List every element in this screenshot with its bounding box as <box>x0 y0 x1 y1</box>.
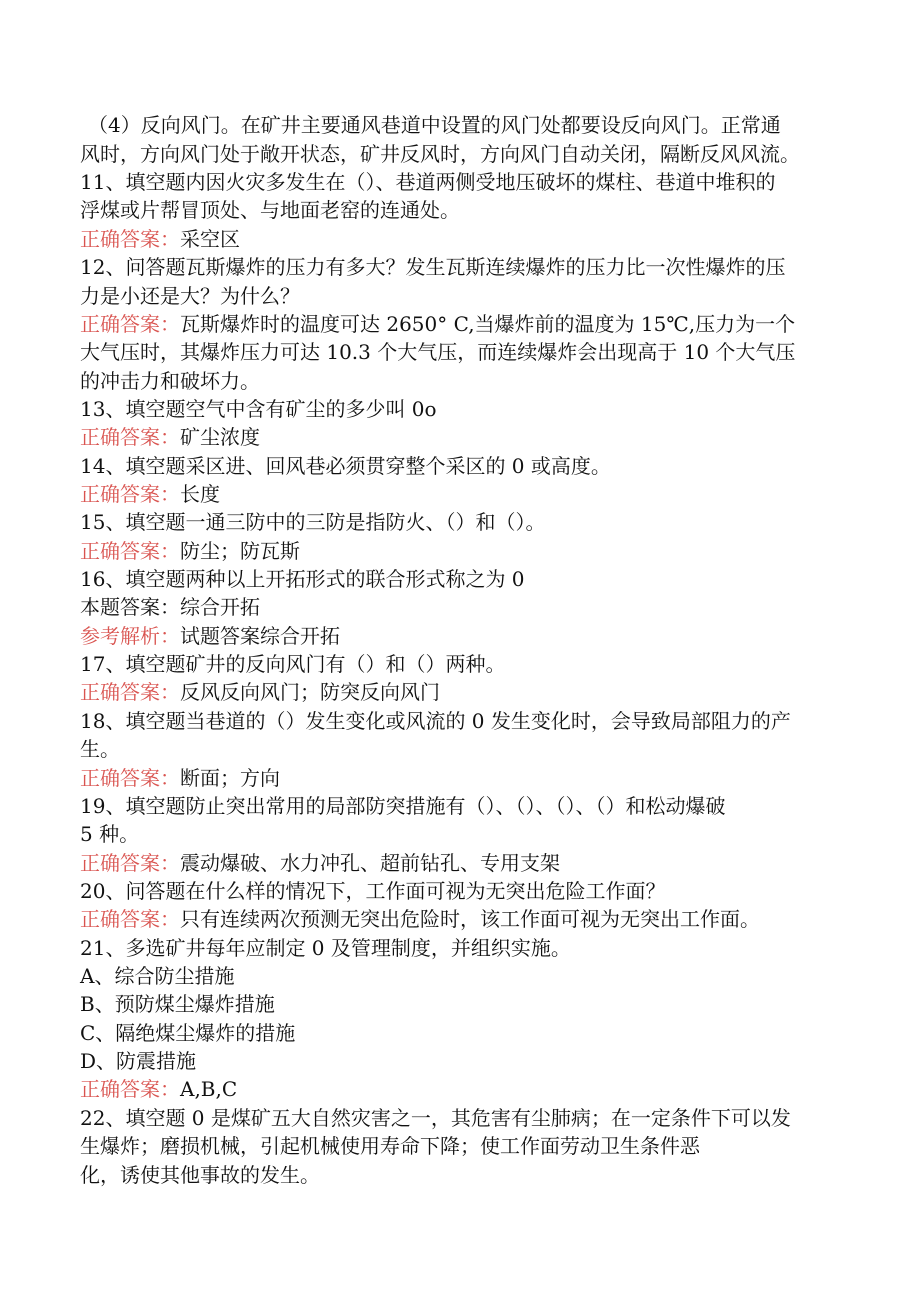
text-line: 生。 <box>80 737 120 761</box>
answer-line: 正确答案：只有连续两次预测无突出危险时，该工作面可视为无突出工作面。 <box>80 907 760 931</box>
question-18-line: 18、填空题当巷道的（）发生变化或风流的 0 发生变化时，会导致局部阻力的产 <box>80 709 791 733</box>
text-line: 大气压时，其爆炸压力可达 10.3 个大气压，而连续爆炸会出现高于 10 个大气压 <box>80 340 796 364</box>
answer-label: 正确答案： <box>80 1077 180 1101</box>
answer-line: 正确答案：防尘；防瓦斯 <box>80 539 300 563</box>
question-14-line: 14、填空题采区进、回风巷必须贯穿整个采区的 0 或高度。 <box>80 454 611 478</box>
question-11-line: 11、填空题内因火灾多发生在（）、巷道两侧受地压破坏的煤柱、巷道中堆积的 <box>80 170 776 194</box>
text-line: 浮煤或片帮冒顶处、与地面老窑的连通处。 <box>80 198 460 222</box>
question-12-line: 12、问答题瓦斯爆炸的压力有多大？发生瓦斯连续爆炸的压力比一次性爆炸的压 <box>80 255 786 279</box>
analysis-label: 参考解析： <box>80 624 180 648</box>
answer-label: 正确答案： <box>80 907 180 931</box>
answer-label: 正确答案： <box>80 851 180 875</box>
option-d: D、防震措施 <box>80 1049 197 1073</box>
text-line: （4）反向风门。在矿井主要通风巷道中设置的风门处都要设反向风门。正常通 <box>88 113 781 137</box>
text-line: 生爆炸；磨损机械，引起机械使用寿命下降；使工作面劳动卫生条件恶 <box>80 1134 700 1158</box>
answer-line: 正确答案：震动爆破、水力冲孔、超前钻孔、专用支架 <box>80 851 560 875</box>
question-13-line: 13、填空题空气中含有矿尘的多少叫 0o <box>80 397 437 421</box>
answer-label: 正确答案： <box>80 680 180 704</box>
question-19-line: 19、填空题防止突出常用的局部防突措施有（）、（）、（）、（）和松动爆破 <box>80 794 726 818</box>
question-16-line: 16、填空题两种以上开拓形式的联合形式称之为 0 <box>80 567 525 591</box>
option-b: B、预防煤尘爆炸措施 <box>80 992 275 1016</box>
answer-line: 本题答案：综合开拓 <box>80 595 260 619</box>
answer-line: 正确答案：采空区 <box>80 227 240 251</box>
answer-line: 正确答案：A,B,C <box>80 1077 238 1101</box>
question-15-line: 15、填空题一通三防中的三防是指防火、（）和（）。 <box>80 510 546 534</box>
answer-label: 正确答案： <box>80 482 180 506</box>
text-line: 力是小还是大？为什么？ <box>80 284 300 308</box>
text-line: 的冲击力和破坏力。 <box>80 369 260 393</box>
text-line: 5 种。 <box>80 822 140 846</box>
option-a: A、综合防尘措施 <box>80 964 235 988</box>
answer-line: 正确答案：矿尘浓度 <box>80 425 260 449</box>
answer-label: 正确答案： <box>80 312 180 336</box>
answer-label: 正确答案： <box>80 766 180 790</box>
question-17-line: 17、填空题矿井的反向风门有（）和（）两种。 <box>80 652 506 676</box>
option-c: C、隔绝煤尘爆炸的措施 <box>80 1021 296 1045</box>
answer-label: 正确答案： <box>80 539 180 563</box>
analysis-line: 参考解析：试题答案综合开拓 <box>80 624 340 648</box>
answer-label: 正确答案： <box>80 227 180 251</box>
answer-line: 正确答案：瓦斯爆炸时的温度可达 2650° C,当爆炸前的温度为 15℃,压力为一个 <box>80 312 796 336</box>
text-line: 风时，方向风门处于敞开状态，矿井反风时，方向风门自动关闭，隔断反风风流。 <box>80 142 800 166</box>
question-21-line: 21、多选矿井每年应制定 0 及管理制度，并组织实施。 <box>80 936 571 960</box>
text-line: 化，诱使其他事故的发生。 <box>80 1163 320 1187</box>
answer-line: 正确答案：长度 <box>80 482 220 506</box>
question-22-line: 22、填空题 0 是煤矿五大自然灾害之一，其危害有尘肺病；在一定条件下可以发 <box>80 1106 791 1130</box>
question-20-line: 20、问答题在什么样的情况下，工作面可视为无突出危险工作面？ <box>80 879 666 903</box>
answer-line: 正确答案：反风反向风门；防突反向风门 <box>80 680 440 704</box>
answer-label: 正确答案： <box>80 425 180 449</box>
answer-line: 正确答案：断面；方向 <box>80 766 280 790</box>
